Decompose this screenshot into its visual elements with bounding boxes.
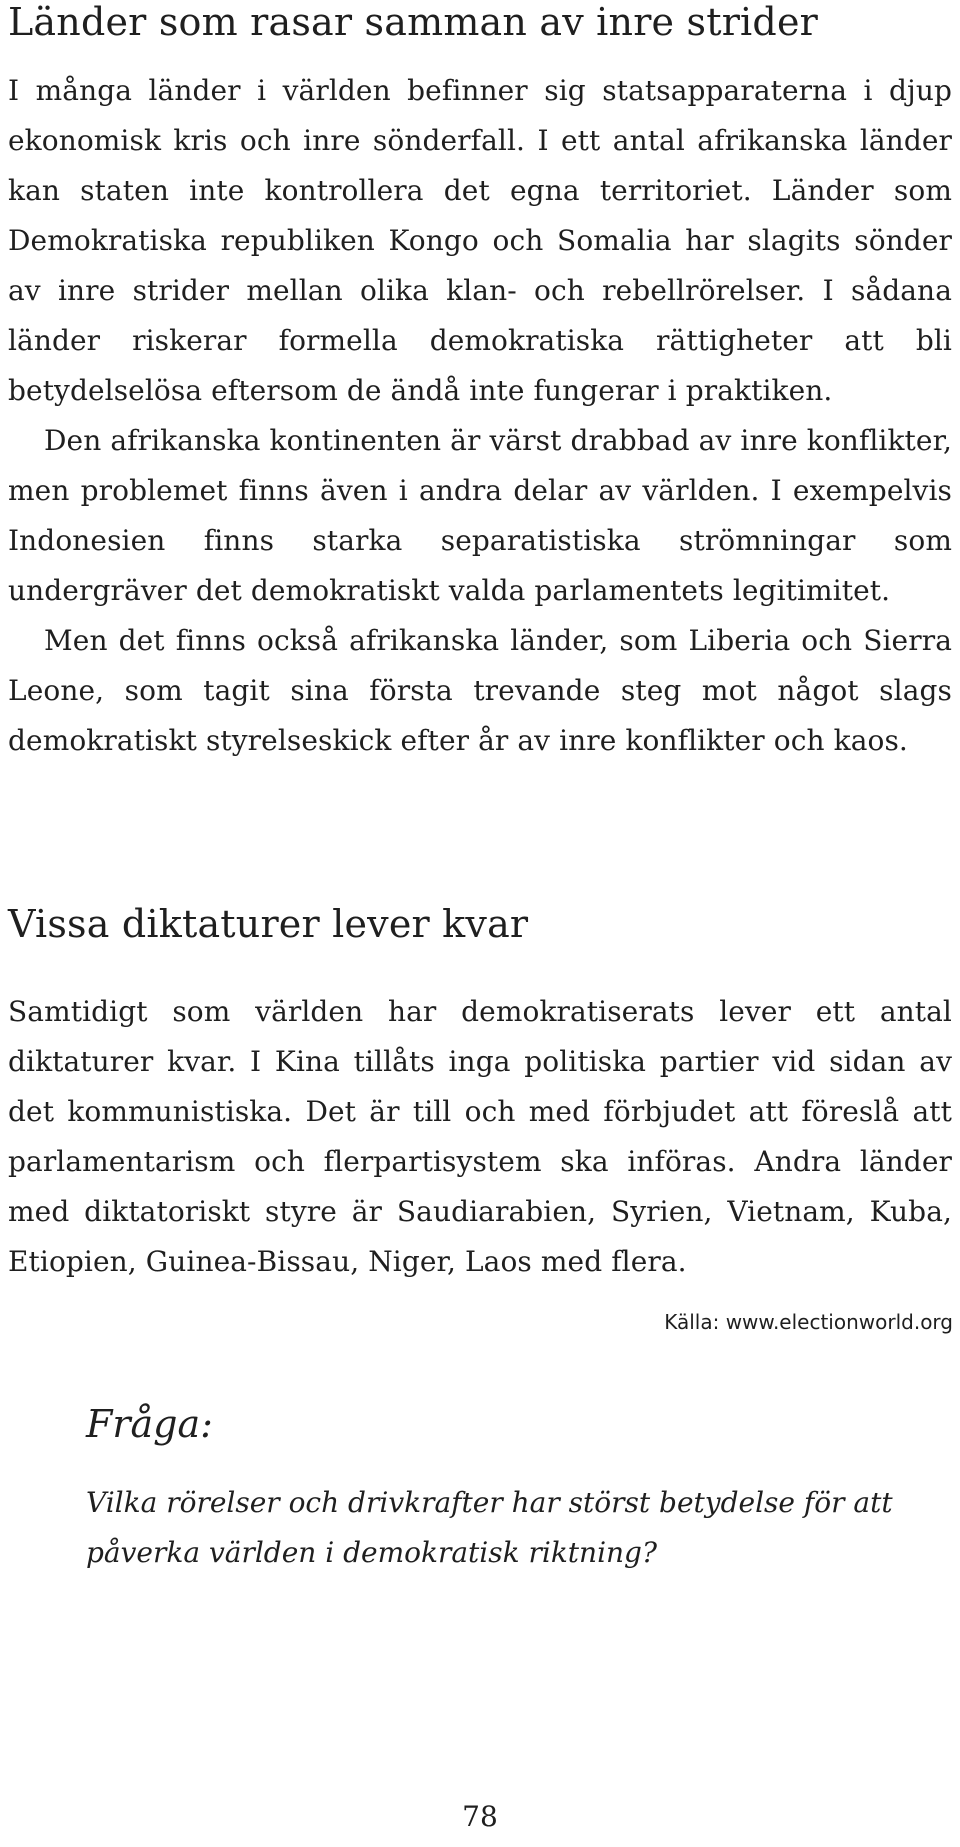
page-number: 78: [462, 1800, 498, 1833]
question-text: Vilka rörelser och drivkrafter har störst betydelse för att påverka världen i demokratisk riktning?: [86, 1486, 893, 1569]
paragraph: I många länder i världen befinner sig statsapparaterna i djup ekonomisk kris och inre sönderfall. I ett antal afrikanska länder kan staten inte kontrollera det egna territoriet. Länder som Demokratiska republiken Kongo och Somalia har slagits sönder av inre strider mellan olika klan- och rebellrörelser. I sådana länder riskerar formella demokratiska rättigheter att bli betydelselösa eftersom de ändå inte fungerar i praktiken.: [8, 74, 952, 407]
section-heading-dictatorships: Vissa diktaturer lever kvar: [8, 902, 529, 946]
section-body-dictatorships: Samtidigt som världen har demokratiserats lever ett antal diktaturer kvar. I Kina tillåts inga politiska partier vid sidan av det kommunistiska. Det är till och med förbjudet att föreslå att parlamentarism och flerpartisystem ska införas. Andra länder med diktatoriskt styre är Saudiarabien, Syrien, Vietnam, Kuba, Etiopien, Guinea-Bissau, Niger, Laos med flera.: [8, 995, 952, 1278]
question-heading: Fråga:: [86, 1402, 213, 1446]
source-citation: Källa: www.electionworld.org: [664, 1310, 953, 1334]
paragraph: Men det finns också afrikanska länder, som Liberia och Sierra Leone, som tagit sina första trevande steg mot något slags demokratiskt styrelseskick efter år av inre konflikter och kaos.: [8, 624, 952, 757]
section-heading-countries-collapse: Länder som rasar samman av inre strider: [8, 0, 818, 44]
paragraph: Den afrikanska kontinenten är värst drabbad av inre konflikter, men problemet finns även i andra delar av världen. I exempelvis Indonesien finns starka separatistiska strömningar som undergräver det demokratiskt valda parlamentets legitimitet.: [8, 424, 952, 607]
section-body-countries-collapse: [8, 66, 952, 766]
